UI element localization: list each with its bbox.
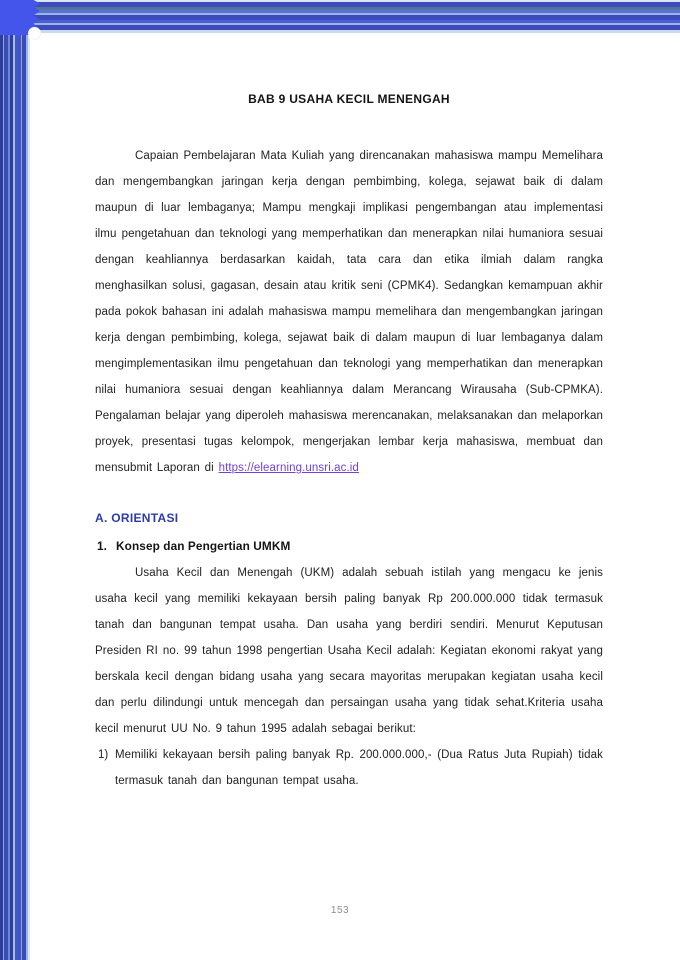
intro-paragraph-text: Capaian Pembelajaran Mata Kuliah yang direncanakan mahasiswa mampu Memelihara dan mengembangkan jaringan kerja dengan pembimbing, kolega, sejawat baik di dalam maupun di luar lembaganya; Mampu mengkaji implikasi pengembangan atau implementasi ilmu pengetahuan dan teknologi yang memperhatikan dan menerapkan nilai humaniora sesuai dengan keahliannya berdasarkan kaidah, tata cara dan etika ilmiah dalam rangka menghasilkan solusi, gagasan, desain atau kritik seni (CPMK4). Sedangkan kemampuan akhir pada pokok bahasan ini adalah mahasiswa mampu memelihara dan mengembangkan jaringan kerja dengan pembimbing, kolega, sejawat baik di dalam maupun di luar lembaganya dalam mengimplementasikan ilmu pengetahuan dan teknologi yang memperhatikan dan menerapkan nilai humaniora sesuai dengan keahliannya dalam Merancang Wirausaha (Sub-CPMKA). Pengalaman belajar yang diperoleh mahasiswa merencanakan, melaksanakan dan melaporkan proyek, presentasi tugas kelompok, mengerjakan lembar kerja mahasiswa, membuat dan mensubmit Laporan di: [95, 150, 603, 474]
list-marker: 1): [98, 749, 109, 761]
topic-number: 1.: [97, 539, 108, 553]
page-content: [95, 92, 603, 794]
chapter-title: BAB 9 USAHA KECIL MENENGAH: [248, 92, 450, 106]
list-item-text: Memiliki kekayaan bersih paling banyak Rp. 200.000.000,- (Dua Ratus Juta Rupiah) tidak termasuk tanah dan bangunan tempat usaha.: [115, 749, 603, 787]
topic-paragraph: Usaha Kecil dan Menengah (UKM) adalah sebuah istilah yang mengacu ke jenis usaha kecil yang memiliki kekayaan bersih paling banyak Rp 200.000.000 tidak termasuk tanah dan bangunan tempat usaha. Dan usaha yang berdiri sendiri. Menurut Keputusan Presiden RI no. 99 tahun 1998 pengertian Usaha Kecil adalah: Kegiatan ekonomi rakyat yang berskala kecil dengan bidang usaha yang secara mayoritas merupakan kegiatan usaha kecil dan perlu dilindungi untuk mencegah dan persaingan usaha yang tidak sehat.Kriteria usaha kecil menurut UU No. 9 tahun 1995 adalah sebagai berikut:: [95, 567, 603, 735]
top-border-stripes: [0, 0, 680, 33]
intro-paragraph: [95, 143, 603, 481]
criteria-list-item: [98, 742, 603, 794]
topic-title: Konsep dan Pengertian UMKM: [116, 539, 291, 553]
corner-notch-circle: [28, 27, 41, 40]
left-border-stripes: [0, 28, 30, 960]
topic-heading: [97, 539, 603, 553]
elearning-link[interactable]: https://elearning.unsri.ac.id: [218, 462, 359, 474]
page-number: 153: [330, 905, 350, 916]
section-heading-orientasi: A. ORIENTASI: [95, 511, 179, 525]
